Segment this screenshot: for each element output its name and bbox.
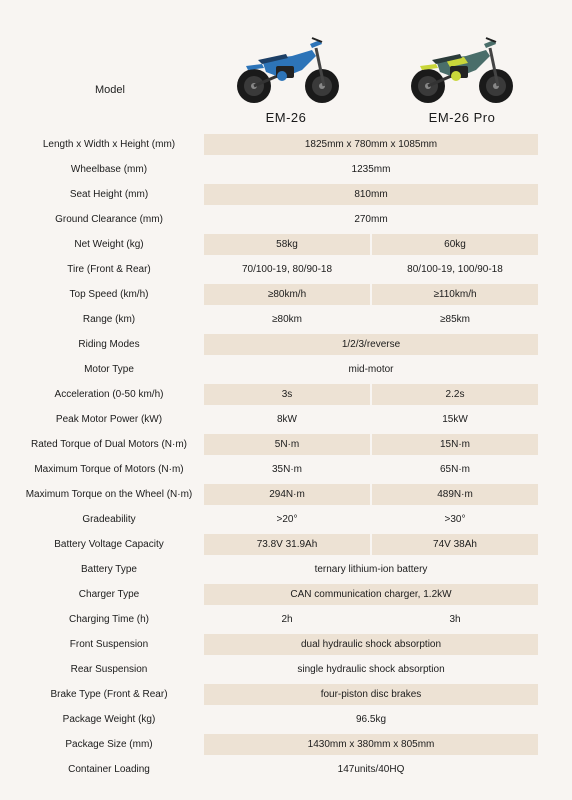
spec-value-shared: CAN communication charger, 1.2kW [204,584,538,605]
spec-value-em-26-pro: 489N·m [372,484,538,505]
spec-row [0,532,572,557]
spec-label: Front Suspension [69,639,149,650]
spec-label: Battery Type [81,564,137,575]
spec-value-shared: 1430mm x 380mm x 805mm [204,734,538,755]
spec-value-shared: four-piston disc brakes [204,684,538,705]
dirt-bike-icon [232,30,342,108]
spec-row [0,582,572,607]
spec-row [0,557,572,582]
spec-value-em-26-pro: 3h [449,614,461,625]
spec-label: Rear Suspension [70,664,148,675]
spec-value-shared: 1235mm [351,164,391,175]
spec-row [0,457,572,482]
spec-value-em-26-pro: >30° [444,514,466,525]
spec-label: Motor Type [84,364,134,375]
spec-value-em-26: 3s [204,384,370,405]
spec-value-shared: ternary lithium-ion battery [314,564,428,575]
spec-label: Rated Torque of Dual Motors (N·m) [31,439,187,450]
model-label: Model [95,84,125,96]
spec-value-em-26-pro: 15N·m [372,434,538,455]
spec-label: Ground Clearance (mm) [55,214,163,225]
spec-value-em-26: 35N·m [271,464,302,475]
spec-value-em-26: 8kW [277,414,297,425]
em-26-pro-bike-image [406,30,516,108]
spec-row [0,207,572,232]
spec-row [0,707,572,732]
spec-label: Container Loading [68,764,150,775]
spec-label: Acceleration (0-50 km/h) [54,389,164,400]
spec-value-shared: single hydraulic shock absorption [297,664,445,675]
spec-value-em-26: 294N·m [204,484,370,505]
spec-value-em-26-pro: ≥110km/h [372,284,538,305]
spec-value-shared: 1/2/3/reverse [204,334,538,355]
spec-label: Riding Modes [78,339,140,350]
spec-label: Charging Time (h) [68,614,150,625]
spec-label: Charger Type [78,589,140,600]
spec-row [0,307,572,332]
spec-label: Seat Height (mm) [69,189,149,200]
spec-row [0,232,572,257]
spec-label: Package Weight (kg) [62,714,156,725]
spec-value-em-26-pro: 65N·m [439,464,470,475]
spec-row [0,657,572,682]
spec-value-em-26: >20° [276,514,298,525]
spec-row [0,632,572,657]
spec-value-shared: dual hydraulic shock absorption [204,634,538,655]
spec-value-em-26: 70/100-19, 80/90-18 [241,264,333,275]
spec-value-em-26: 2h [281,614,293,625]
spec-row [0,432,572,457]
spec-row [0,607,572,632]
spec-label: Range (km) [82,314,136,325]
spec-row [0,732,572,757]
spec-value-shared: 147units/40HQ [337,764,405,775]
model-name-em-26-pro: EM-26 Pro [428,110,496,125]
spec-label: Peak Motor Power (kW) [55,414,163,425]
spec-label: Wheelbase (mm) [70,164,148,175]
spec-value-em-26-pro: 15kW [442,414,468,425]
spec-value-shared: mid-motor [348,364,394,375]
spec-row [0,482,572,507]
spec-label: Gradeability [82,514,136,525]
spec-value-shared: 96.5kg [355,714,387,725]
spec-row [0,332,572,357]
spec-row [0,357,572,382]
spec-label: Top Speed (km/h) [69,289,149,300]
spec-row [0,132,572,157]
spec-label: Net Weight (kg) [74,239,144,250]
spec-row [0,382,572,407]
spec-value-em-26-pro: 2.2s [372,384,538,405]
spec-label: Battery Voltage Capacity [54,539,164,550]
spec-row [0,507,572,532]
spec-label: Maximum Torque of Motors (N·m) [34,464,184,475]
spec-value-em-26: ≥80km [272,314,302,325]
spec-value-em-26: ≥80km/h [204,284,370,305]
spec-label: Brake Type (Front & Rear) [50,689,168,700]
spec-row [0,757,572,782]
spec-value-shared: 1825mm x 780mm x 1085mm [204,134,538,155]
dirt-bike-icon [406,30,516,108]
spec-value-em-26-pro: 80/100-19, 100/90-18 [407,264,503,275]
spec-value-em-26-pro: ≥85km [440,314,470,325]
spec-row [0,257,572,282]
spec-value-shared: 810mm [204,184,538,205]
spec-value-em-26: 58kg [204,234,370,255]
spec-row [0,682,572,707]
spec-row [0,182,572,207]
spec-value-shared: 270mm [354,214,388,225]
spec-label: Package Size (mm) [65,739,153,750]
spec-label: Length x Width x Height (mm) [42,139,176,150]
spec-table [0,132,572,782]
spec-label: Tire (Front & Rear) [67,264,151,275]
spec-label: Maximum Torque on the Wheel (N·m) [25,489,193,500]
spec-value-em-26: 5N·m [204,434,370,455]
spec-row [0,407,572,432]
spec-value-em-26: 73.8V 31.9Ah [204,534,370,555]
model-name-em-26: EM-26 [265,110,307,125]
spec-row [0,282,572,307]
em-26-bike-image [232,30,342,108]
spec-header [0,0,572,130]
spec-value-em-26-pro: 60kg [372,234,538,255]
spec-row [0,157,572,182]
spec-value-em-26-pro: 74V 38Ah [372,534,538,555]
